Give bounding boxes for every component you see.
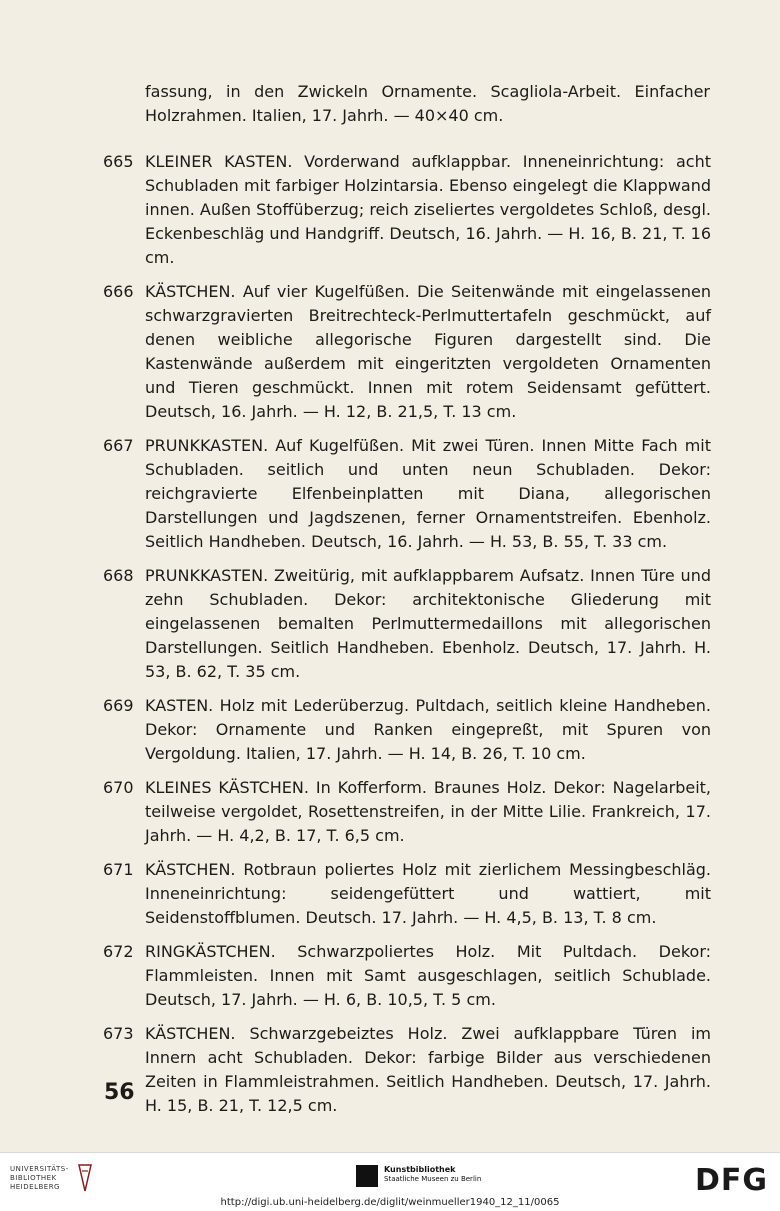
entry-text: KLEINER KASTEN. Vorderwand aufklappbar. Inneneinrichtung: acht Schubladen mit farbiger Holzintarsia. Ebenso eingelegt die Klappwand innen. Außen Stoffüberzug; reich ziseliertes vergoldetes Schloß, desgl. Eckenbeschläg und Handgriff. Deutsch, 16. Jahrh. — H. 16, B. 21, T. 16 cm. xyxy=(145,152,711,267)
intro-paragraph: fassung, in den Zwickeln Ornamente. Scagliola-Arbeit. Einfacher Holzrahmen. Italien, 17. Jahrh. — 40×40 cm. xyxy=(145,82,710,125)
entry-text: KASTEN. Holz mit Lederüberzug. Pultdach, seitlich kleine Handheben. Dekor: Ornamente und Ranken eingepreßt, mit Spuren von Vergoldung. Italien, 17. Jahrh. — H. 14, B. 26, T. 10 cm. xyxy=(145,696,711,763)
dfg-logo: DFG xyxy=(694,1163,768,1198)
catalog-entry xyxy=(103,694,711,766)
kb-title: Kunstbibliothek xyxy=(384,1165,456,1174)
entry-text: PRUNKKASTEN. Auf Kugelfüßen. Mit zwei Türen. Innen Mitte Fach mit Schubladen. seitlich und unten neun Schubladen. Dekor: reichgravierte Elfenbeinplatten mit Diana, allegorischen Darstellungen und Jagdszenen, ferner Ornamentstreifen. Ebenholz. Seitlich Handheben. Deutsch, 16. Jahrh. — H. 53, B. 55, T. 33 cm. xyxy=(145,436,711,551)
entry-number: 669 xyxy=(103,696,134,715)
entry-number: 668 xyxy=(103,566,134,585)
entry-number: 665 xyxy=(103,152,134,171)
university-library-logo xyxy=(10,1165,69,1192)
page-number: 56 xyxy=(104,1080,135,1105)
entry-number: 670 xyxy=(103,778,134,797)
footer-bar xyxy=(0,1152,780,1211)
catalog-entry xyxy=(103,434,711,554)
entry-text: KLEINES KÄSTCHEN. In Kofferform. Braunes Holz. Dekor: Nagelarbeit, teilweise vergoldet, Rosettenstreifen, in der Mitte Lilie. Frankreich, 17. Jahrh. — H. 4,2, B. 17, T. 6,5 cm. xyxy=(145,778,711,845)
entry-number: 666 xyxy=(103,282,134,301)
entry-text: RINGKÄSTCHEN. Schwarzpoliertes Holz. Mit Pultdach. Dekor: Flammleisten. Innen mit Samt ausgeschlagen, seitlich Schublade. Deutsch, 17. Jahrh. — H. 6, B. 10,5, T. 5 cm. xyxy=(145,942,711,1009)
entry-number: 672 xyxy=(103,942,134,961)
catalog-entry xyxy=(103,776,711,848)
catalog-entry xyxy=(103,940,711,1012)
university-mark-icon xyxy=(76,1163,94,1193)
entry-number: 671 xyxy=(103,860,134,879)
kb-subtitle: Staatliche Museen zu Berlin xyxy=(384,1175,482,1183)
uni-logo-line-2: BIBLIOTHEK xyxy=(10,1174,57,1182)
entry-number: 673 xyxy=(103,1024,134,1043)
entry-text: KÄSTCHEN. Auf vier Kugelfüßen. Die Seitenwände mit eingelassenen schwarzgravierten Breitrechteck-Perlmuttertafeln geschmückt, auf denen weibliche allegorische Figuren dargestellt sind. Die Kastenwände außerdem mit eingeritzten vergoldeten Ornamenten und Tieren geschmückt. Innen mit rotem Seidensamt gefüttert. Deutsch, 16. Jahrh. — H. 12, B. 21,5, T. 13 cm. xyxy=(145,282,711,421)
entry-text: KÄSTCHEN. Rotbraun poliertes Holz mit zierlichem Messingbeschläg. Inneneinrichtung: seidengefüttert und wattiert, mit Seidenstoffblumen. Deutsch. 17. Jahrh. — H. 4,5, B. 13, T. 8 cm. xyxy=(145,860,711,927)
uni-logo-line-3: HEIDELBERG xyxy=(10,1183,60,1191)
catalog-entry xyxy=(103,858,711,930)
entry-text: PRUNKKASTEN. Zweitürig, mit aufklappbarem Aufsatz. Innen Türe und zehn Schubladen. Dekor: architektonische Gliederung mit eingelassenen bemalten Perlmuttermedaillons mit allegorischen Darstellungen. Seitlich Handheben. Ebenholz. Deutsch, 17. Jahrh. H. 53, B. 62, T. 35 cm. xyxy=(145,566,711,681)
catalog-entry xyxy=(103,1022,711,1118)
catalog-entry xyxy=(103,150,711,270)
entry-number: 667 xyxy=(103,436,134,455)
kunstbibliothek-logo xyxy=(356,1165,481,1187)
catalog-entries xyxy=(103,150,711,1128)
catalog-entry xyxy=(103,564,711,684)
entry-text: KÄSTCHEN. Schwarzgebeiztes Holz. Zwei aufklappbare Türen im Innern acht Schubladen. Dekor: farbige Bilder aus verschiedenen Zeiten in Flammleistrahmen. Seitlich Handheben. Deutsch, 17. Jahrh. H. 15, B. 21, T. 12,5 cm. xyxy=(145,1024,711,1115)
uni-logo-line-1: UNIVERSITÄTS- xyxy=(10,1165,69,1173)
source-url-link[interactable]: http://digi.ub.uni-heidelberg.de/diglit/weinmueller1940_12_11/0065 xyxy=(220,1197,560,1208)
kunstbibliothek-square-icon xyxy=(356,1165,378,1187)
catalog-entry xyxy=(103,280,711,424)
